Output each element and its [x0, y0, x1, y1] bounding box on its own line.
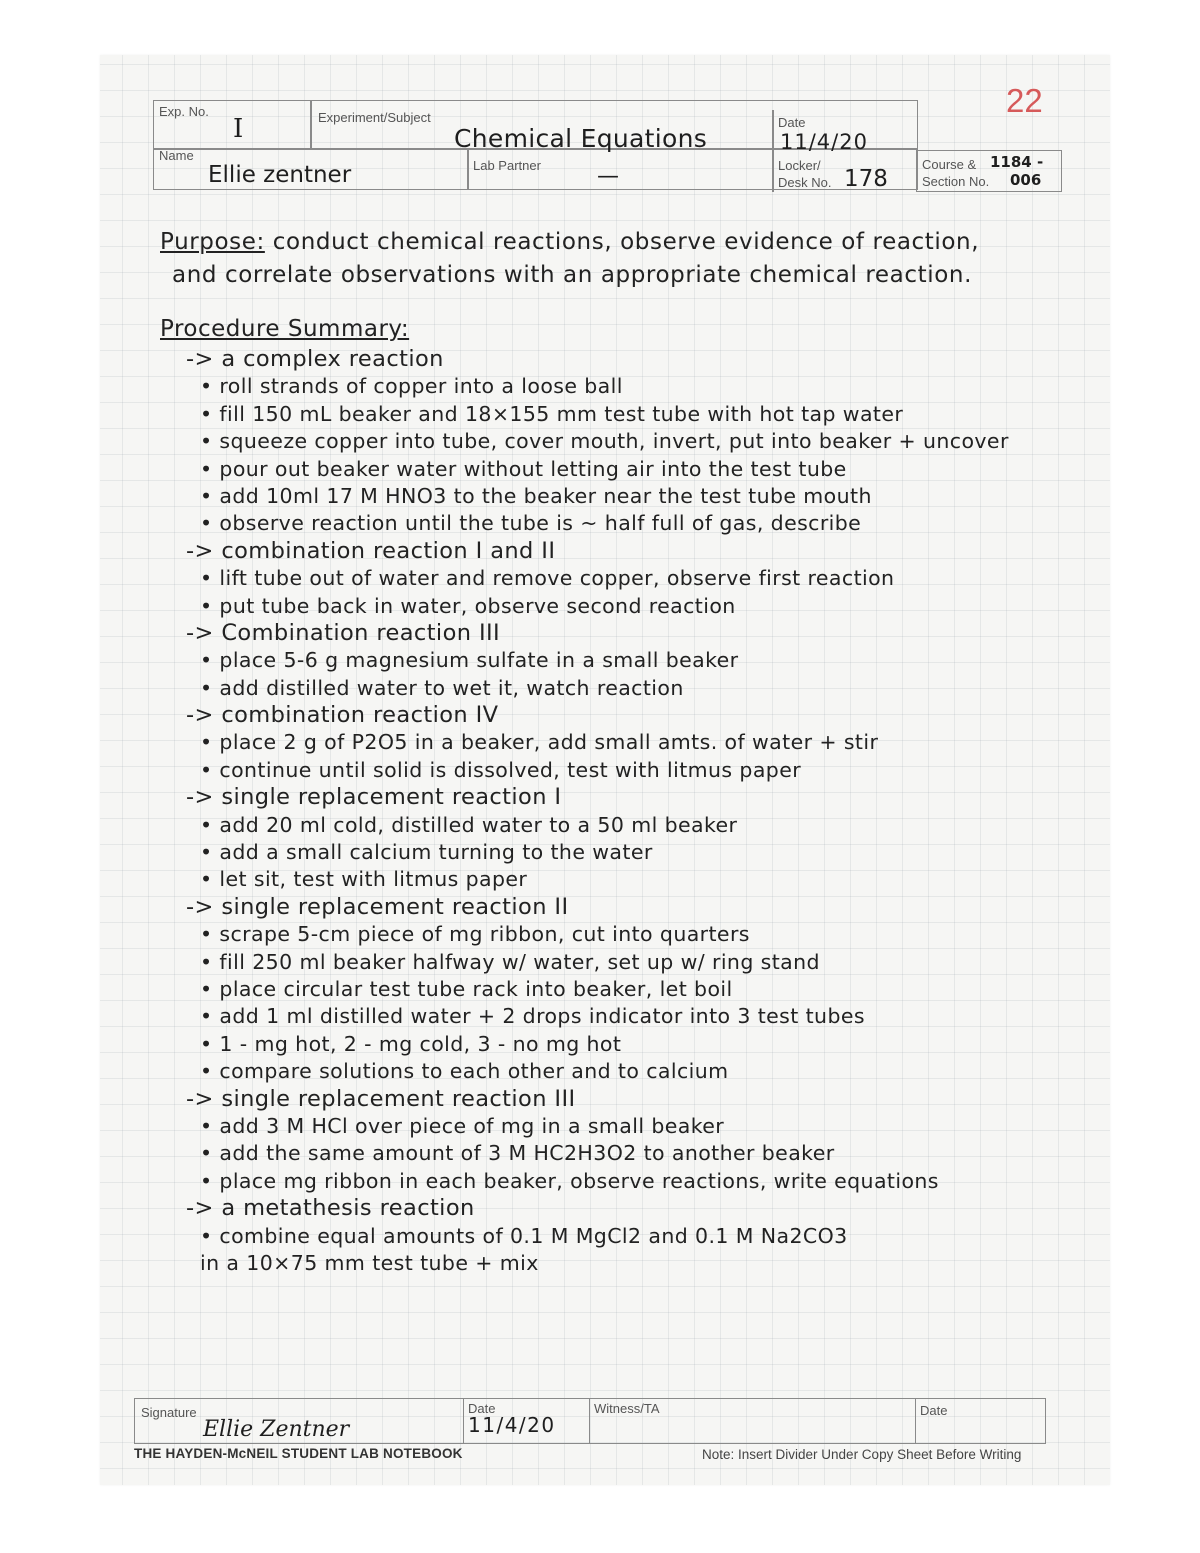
witness-date-label: Date [920, 1403, 948, 1418]
purpose-text-1: conduct chemical reactions, observe evidence of reaction, [272, 229, 980, 255]
purpose-line-1 [160, 226, 1100, 259]
procedure-step: • lift tube out of water and remove copper, observe first reaction [200, 566, 895, 591]
signature-date-value: 11/4/20 [468, 1413, 556, 1437]
procedure-section-heading: -> Combination reaction III [186, 619, 501, 646]
signature-label: Signature [141, 1405, 197, 1420]
experiment-cell [312, 100, 772, 153]
procedure-step: • place 2 g of P2O5 in a beaker, add small amts. of water + stir [200, 730, 879, 755]
experiment-value: Chemical Equations [454, 124, 708, 153]
footer-note: Note: Insert Divider Under Copy Sheet Before Writing [702, 1447, 1022, 1462]
exp-no-value: I [233, 114, 244, 144]
locker-label-1: Locker/ [778, 158, 821, 173]
witness-label: Witness/TA [594, 1401, 660, 1416]
lab-partner-label: Lab Partner [473, 158, 541, 173]
course-label-2: Section No. [922, 174, 990, 189]
course-label-1: Course & [922, 157, 977, 172]
procedure-step: • place circular test tube rack into beaker, let boil [200, 976, 733, 1001]
procedure-step: • continue until solid is dissolved, test with litmus paper [200, 757, 802, 782]
date-label: Date [778, 115, 806, 130]
procedure-section-heading: -> a metathesis reaction [186, 1195, 475, 1222]
procedure-step: • squeeze copper into tube, cover mouth, invert, put into beaker + uncover [200, 429, 1009, 454]
name-value: Ellie zentner [208, 162, 352, 188]
procedure-step: • add the same amount of 3 M HC2H3O2 to another beaker [200, 1141, 835, 1166]
procedure-step: • pour out beaker water without letting air into the test tube [200, 456, 847, 481]
witness-date-cell [915, 1399, 1045, 1443]
name-label: Name [159, 148, 194, 163]
procedure-step: • observe reaction until the tube is ~ half full of gas, describe [200, 511, 862, 536]
procedure-section-heading: -> combination reaction I and II [186, 537, 556, 564]
procedure-step: • compare solutions to each other and to calcium [200, 1059, 729, 1084]
procedure-step: • add 10ml 17 M HNO3 to the beaker near the test tube mouth [200, 483, 872, 508]
procedure-step: • place 5-6 g magnesium sulfate in a small beaker [200, 648, 739, 673]
experiment-label: Experiment/Subject [318, 110, 431, 125]
purpose-section [160, 226, 1100, 292]
locker-cell [774, 150, 914, 192]
procedure-step: • add 1 ml distilled water + 2 drops indicator into 3 test tubes [200, 1004, 865, 1029]
signature-value: Ellie Zentner [203, 1417, 350, 1442]
procedure-step: • scrape 5-cm piece of mg ribbon, cut into quarters [200, 922, 750, 947]
procedure-step: • place mg ribbon in each beaker, observe reactions, write equations [200, 1168, 939, 1193]
purpose-text-2: and correlate observations with an appropriate chemical reaction. [172, 262, 972, 288]
procedure-step: • add 20 ml cold, distilled water to a 50 ml beaker [200, 812, 738, 837]
procedure-step: • fill 250 ml beaker halfway w/ water, set up w/ ring stand [200, 949, 820, 974]
procedure-step: in a 10×75 mm test tube + mix [200, 1250, 539, 1275]
procedure-step: • put tube back in water, observe second reaction [200, 593, 736, 618]
procedure-step: • let sit, test with litmus paper [200, 867, 528, 892]
date-cell [774, 110, 914, 154]
procedure-step: • roll strands of copper into a loose ball [200, 374, 623, 399]
brand-text: THE HAYDEN-McNEIL STUDENT LAB NOTEBOOK [134, 1446, 463, 1461]
locker-value: 178 [844, 166, 888, 192]
locker-label-2: Desk No. [778, 175, 832, 190]
purpose-heading: Purpose: [160, 229, 265, 255]
procedure-section-heading: -> single replacement reaction III [186, 1085, 576, 1112]
procedure-section-heading: -> single replacement reaction I [186, 784, 562, 811]
name-cell [153, 150, 467, 190]
witness-cell [589, 1399, 915, 1443]
procedure-heading: Procedure Summary: [160, 316, 410, 342]
procedure-step: • add 3 M HCl over piece of mg in a small beaker [200, 1113, 725, 1138]
course-value: 1184 - [990, 153, 1044, 171]
signature-date-cell [463, 1399, 589, 1443]
exp-no-cell [153, 100, 311, 150]
procedure-step: • 1 - mg hot, 2 - mg cold, 3 - no mg hot [200, 1031, 622, 1056]
procedure-section-heading: -> single replacement reaction II [186, 893, 569, 920]
procedure-section-heading: -> combination reaction IV [186, 702, 499, 729]
procedure-step: • combine equal amounts of 0.1 M MgCl2 and 0.1 M Na2CO3 [200, 1223, 848, 1248]
lab-partner-value: — [597, 164, 619, 189]
procedure-list [150, 346, 1120, 1277]
lab-partner-cell [469, 150, 772, 190]
procedure-step: • add distilled water to wet it, watch reaction [200, 675, 684, 700]
signature-date-label: Date [468, 1401, 496, 1416]
procedure-step: • fill 150 mL beaker and 18×155 mm test tube with hot tap water [200, 401, 904, 426]
course-cell [918, 151, 1062, 191]
signature-box [134, 1398, 1046, 1444]
page-number: 22 [1006, 82, 1043, 119]
exp-no-label: Exp. No. [159, 104, 209, 119]
procedure-section-heading: -> a complex reaction [186, 346, 444, 372]
date-value: 11/4/20 [780, 130, 868, 154]
section-value: 006 [1010, 171, 1042, 189]
procedure-step: • add a small calcium turning to the water [200, 840, 653, 865]
